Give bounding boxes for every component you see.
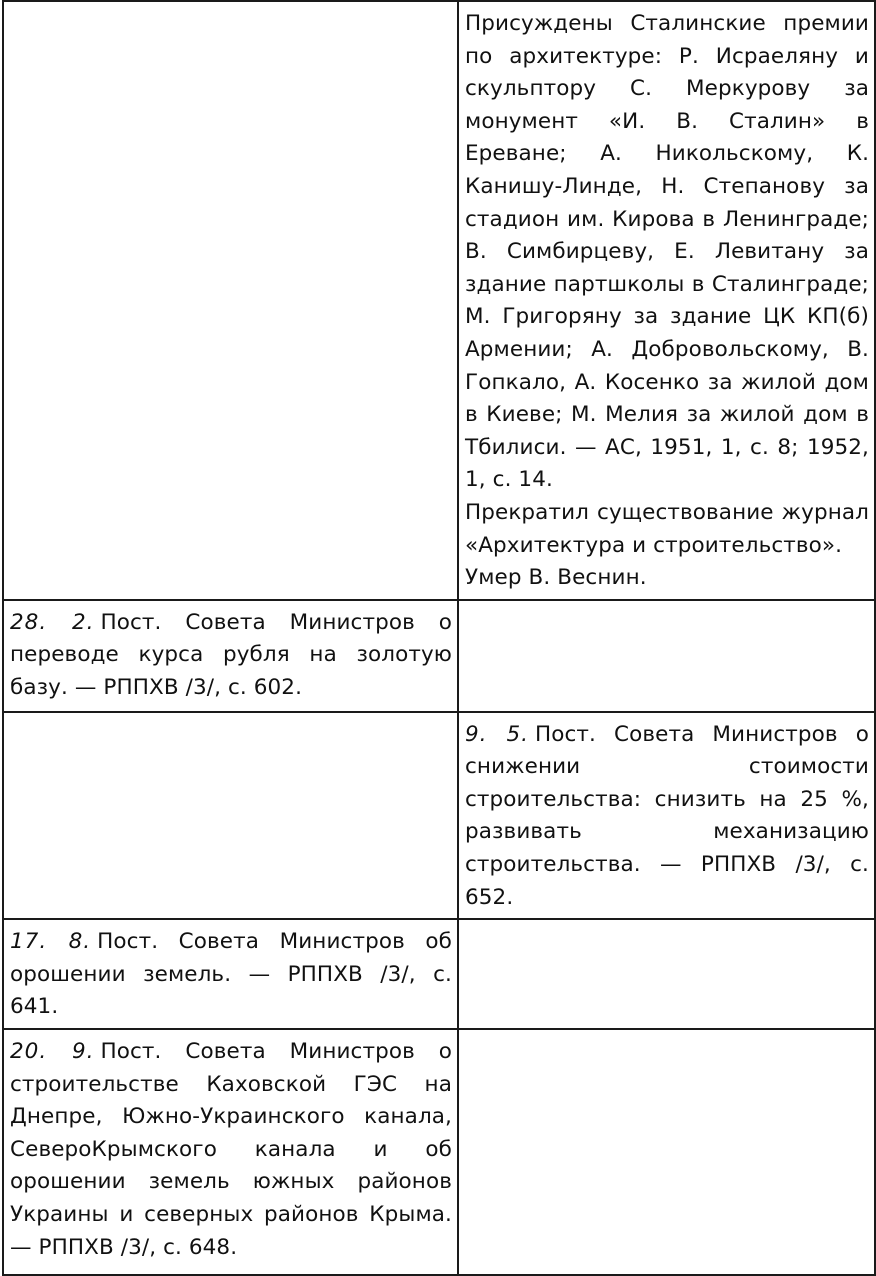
entry-date: 28. 2. <box>10 609 95 635</box>
entry-text: Пост. Совета Министров о снижении стоимости строительства: снизить на 25 %, развивать механизацию строительства. — РППХВ /3/, с. 652. <box>465 721 869 910</box>
table-row <box>3 712 875 920</box>
table-row <box>3 919 875 1029</box>
entry-text: Прекратил существование журнал «Архитектура и строительство». <box>465 499 869 558</box>
entry-date: 17. 8. <box>10 929 92 955</box>
left-cell <box>3 1029 458 1275</box>
entry-text: Пост. Совета Министров о переводе курса рубля на золотую базу. — РППХВ /3/, с. 602. <box>10 609 452 700</box>
left-cell <box>3 600 458 712</box>
entry-text: Умер В. Веснин. <box>465 565 647 591</box>
table-row <box>3 600 875 712</box>
table-row <box>3 1 875 600</box>
entry-date: 9. 5. <box>465 721 529 747</box>
right-cell <box>458 1 875 600</box>
right-cell <box>458 712 875 920</box>
left-cell <box>3 919 458 1029</box>
table-row <box>3 1029 875 1275</box>
entry-date: 20. 9. <box>10 1039 95 1065</box>
right-cell-empty <box>458 919 875 1029</box>
chronology-table <box>2 0 876 1276</box>
entry-text: Пост. Совета Министров о строительстве Каховской ГЭС на Днепре, Южно-Украинского канала, СевероКрымского канала и об орошении земель южных районов Украины и северных районов Крыма. — РППХВ /3/, с. 648. <box>10 1039 452 1260</box>
entry-text: Пост. Совета Министров об орошении земель. — РППХВ /3/, с. 641. <box>10 929 452 1020</box>
right-cell-empty <box>458 600 875 712</box>
left-cell-empty <box>3 1 458 600</box>
left-cell-empty <box>3 712 458 920</box>
right-cell-empty <box>458 1029 875 1275</box>
entry-text: Присуждены Сталинские премии по архитектуре: Р. Исраеляну и скульптору С. Меркурову за монумент «И. В. Сталин» в Ереване; А. Никольскому, К. Канишу-Линде, Н. Степанову за стадион им. Кирова в Ленинграде; В. Симбирцеву, Е. Левитану за здание партшколы в Сталинграде; М. Григоряну за здание ЦК КП(б) Армении; А. Добровольскому, В. Гопкало, А. Косенко за жилой дом в Киеве; М. Мелия за жилой дом в Тбилиси. — АС, 1951, 1, с. 8; 1952, 1, с. 14. <box>465 11 869 493</box>
